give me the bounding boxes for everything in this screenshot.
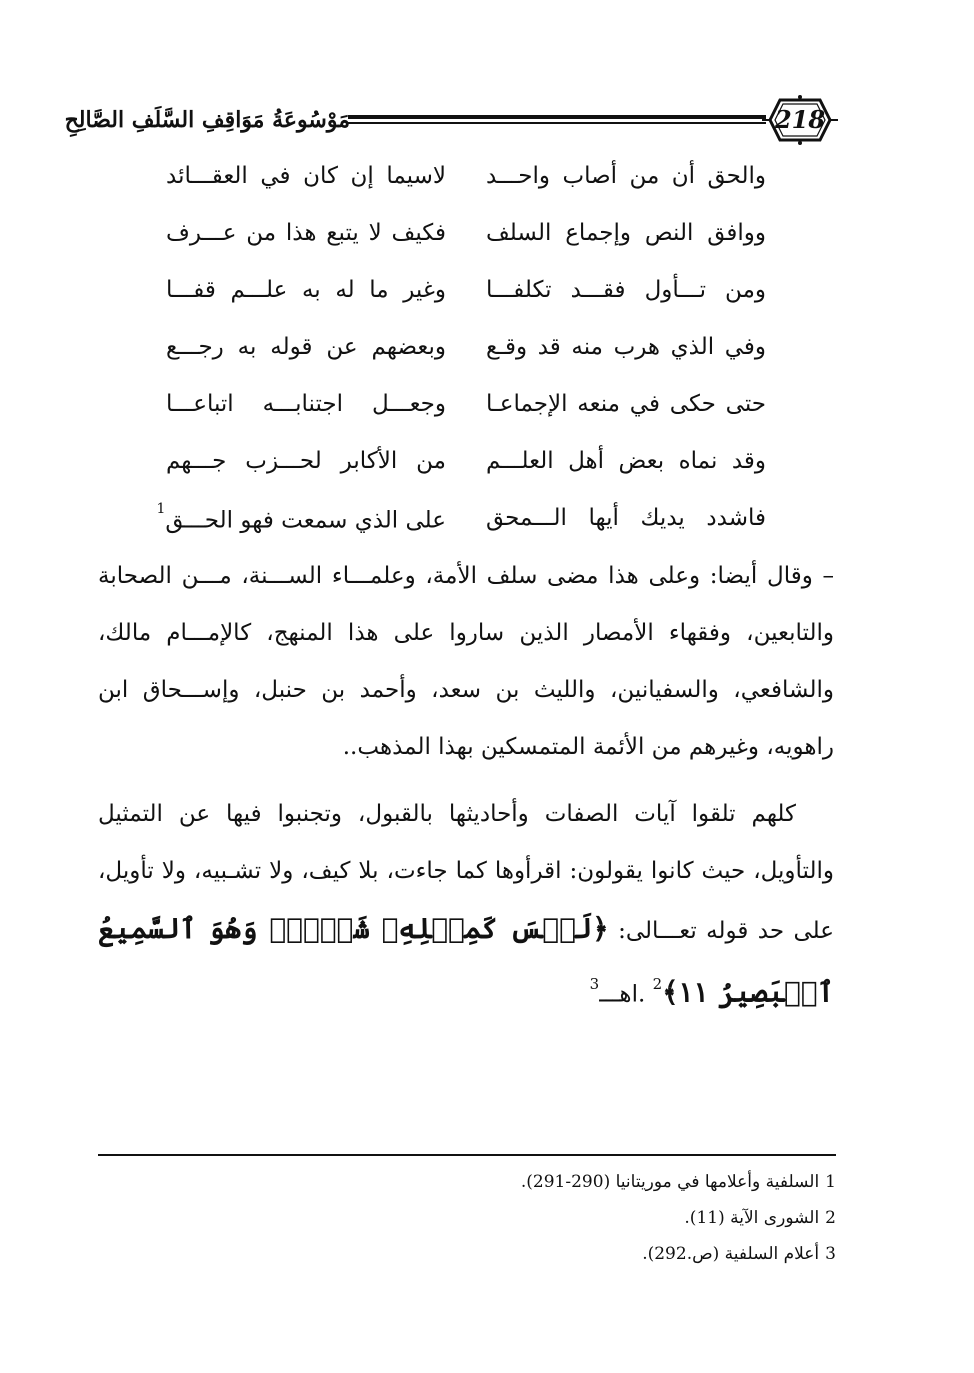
footnotes bbox=[98, 1164, 836, 1272]
verse-second-half-text: على الذي سمعت فهو الحـــق bbox=[165, 507, 446, 534]
page-number-badge bbox=[762, 94, 838, 146]
footnote bbox=[98, 1164, 836, 1200]
footnote-text: أعلام السلفية (ص.292). bbox=[642, 1244, 820, 1264]
verse-second-half bbox=[156, 487, 446, 550]
verse-first-half: فاشدد يديك أيها الـــمحق bbox=[486, 505, 766, 531]
verse-first-half: ووافق النص وإجماع السلف bbox=[486, 220, 766, 246]
paragraph bbox=[98, 786, 834, 1024]
book-title: مَوْسُوعَةُ مَوَاقِفِ السَّلَفِ الصَّالِحِ bbox=[64, 107, 350, 133]
footnote bbox=[98, 1236, 836, 1272]
footnote-number: 3 bbox=[825, 1244, 836, 1264]
footnote-text: الشورى الآية (11). bbox=[684, 1208, 820, 1228]
paragraph-ending: .اهـــ bbox=[599, 981, 653, 1008]
footnote-ref[interactable]: 2 bbox=[652, 975, 663, 993]
poem-verse bbox=[150, 205, 766, 262]
poem-verse bbox=[150, 148, 766, 205]
verse-second-half: لاسيما إن كان في العقـــائد bbox=[166, 163, 446, 189]
header-rule bbox=[348, 115, 766, 124]
verse-second-half: وبعضهم عن قوله به رجـــع bbox=[166, 334, 446, 360]
footnote-ref[interactable]: 1 bbox=[156, 501, 166, 518]
verse-second-half: وجعـــل اجتنابـــه اتباعـــا bbox=[166, 391, 446, 417]
footnote bbox=[98, 1200, 836, 1236]
footnote-divider bbox=[98, 1154, 836, 1156]
verse-first-half: والحق أن من أصاب واحـــد bbox=[486, 163, 766, 189]
poem-verse bbox=[150, 490, 766, 547]
page-header bbox=[64, 92, 838, 154]
body-text bbox=[98, 548, 834, 1024]
verse-second-half: فكيف لا يتبع هذا من عـــرف bbox=[166, 220, 446, 246]
verse-second-half: وغير ما له به علـــم قفـــا bbox=[166, 277, 446, 303]
paragraph-text: كلهم تلقوا آيات الصفات وأحاديثها بالقبول، وتجنبوا فيها عن التمثيل والتأويل، حيث كانوا يقولون: اقرأوها كما جاءت، بلا كيف، ولا تشـبيه، ولا تأويل، على حد قوله تعـــالى: bbox=[98, 801, 834, 944]
poem-verse bbox=[150, 376, 766, 433]
poem-verse bbox=[150, 319, 766, 376]
verse-first-half: وقد نماه بعض أهل العلـــم bbox=[486, 448, 766, 474]
poem-verse bbox=[150, 262, 766, 319]
page-number: 218 bbox=[774, 105, 826, 134]
footnote-ref[interactable]: 3 bbox=[589, 975, 600, 993]
verse-first-half: حتى حكى في منعه الإجماعـا bbox=[486, 391, 766, 417]
poem bbox=[150, 148, 766, 547]
footnote-text: السلفية وأعلامها في موريتانيا (290-291). bbox=[520, 1172, 820, 1192]
verse-second-half: من الأكابر لحـــزب جـــهم bbox=[166, 448, 446, 474]
poem-verse bbox=[150, 433, 766, 490]
footnote-number: 2 bbox=[825, 1208, 836, 1228]
paragraph: – وقال أيضا: وعلى هذا مضى سلف الأمة، وعلمـــاء الســـنة، مـــن الصحابة والتابعين، وفقهاء الأمصار الذين ساروا على هذا المنهج، كالإمـــام مالك، والشافعي، والسفيانين، والليث بن سعد، وأحمد بن حنبل، وإســـحاق ابن راهويه، وغيرهم من الأئمة المتمسكين بهذا المذهب.. bbox=[98, 563, 834, 760]
verse-first-half: ومن تـــأول فقـــد تكلفـــا bbox=[486, 277, 766, 303]
quran-verse: ﴿لَيۡسَ كَمِثۡلِهِۦ شَيۡءٞۖ وَهُوَ ٱلسَّمِيعُ ٱلۡبَصِيرُ ١١﴾ bbox=[98, 912, 834, 1009]
footnote-number: 1 bbox=[825, 1172, 836, 1192]
verse-first-half: وفي الذي هرب منه قد وقـع bbox=[486, 334, 766, 360]
